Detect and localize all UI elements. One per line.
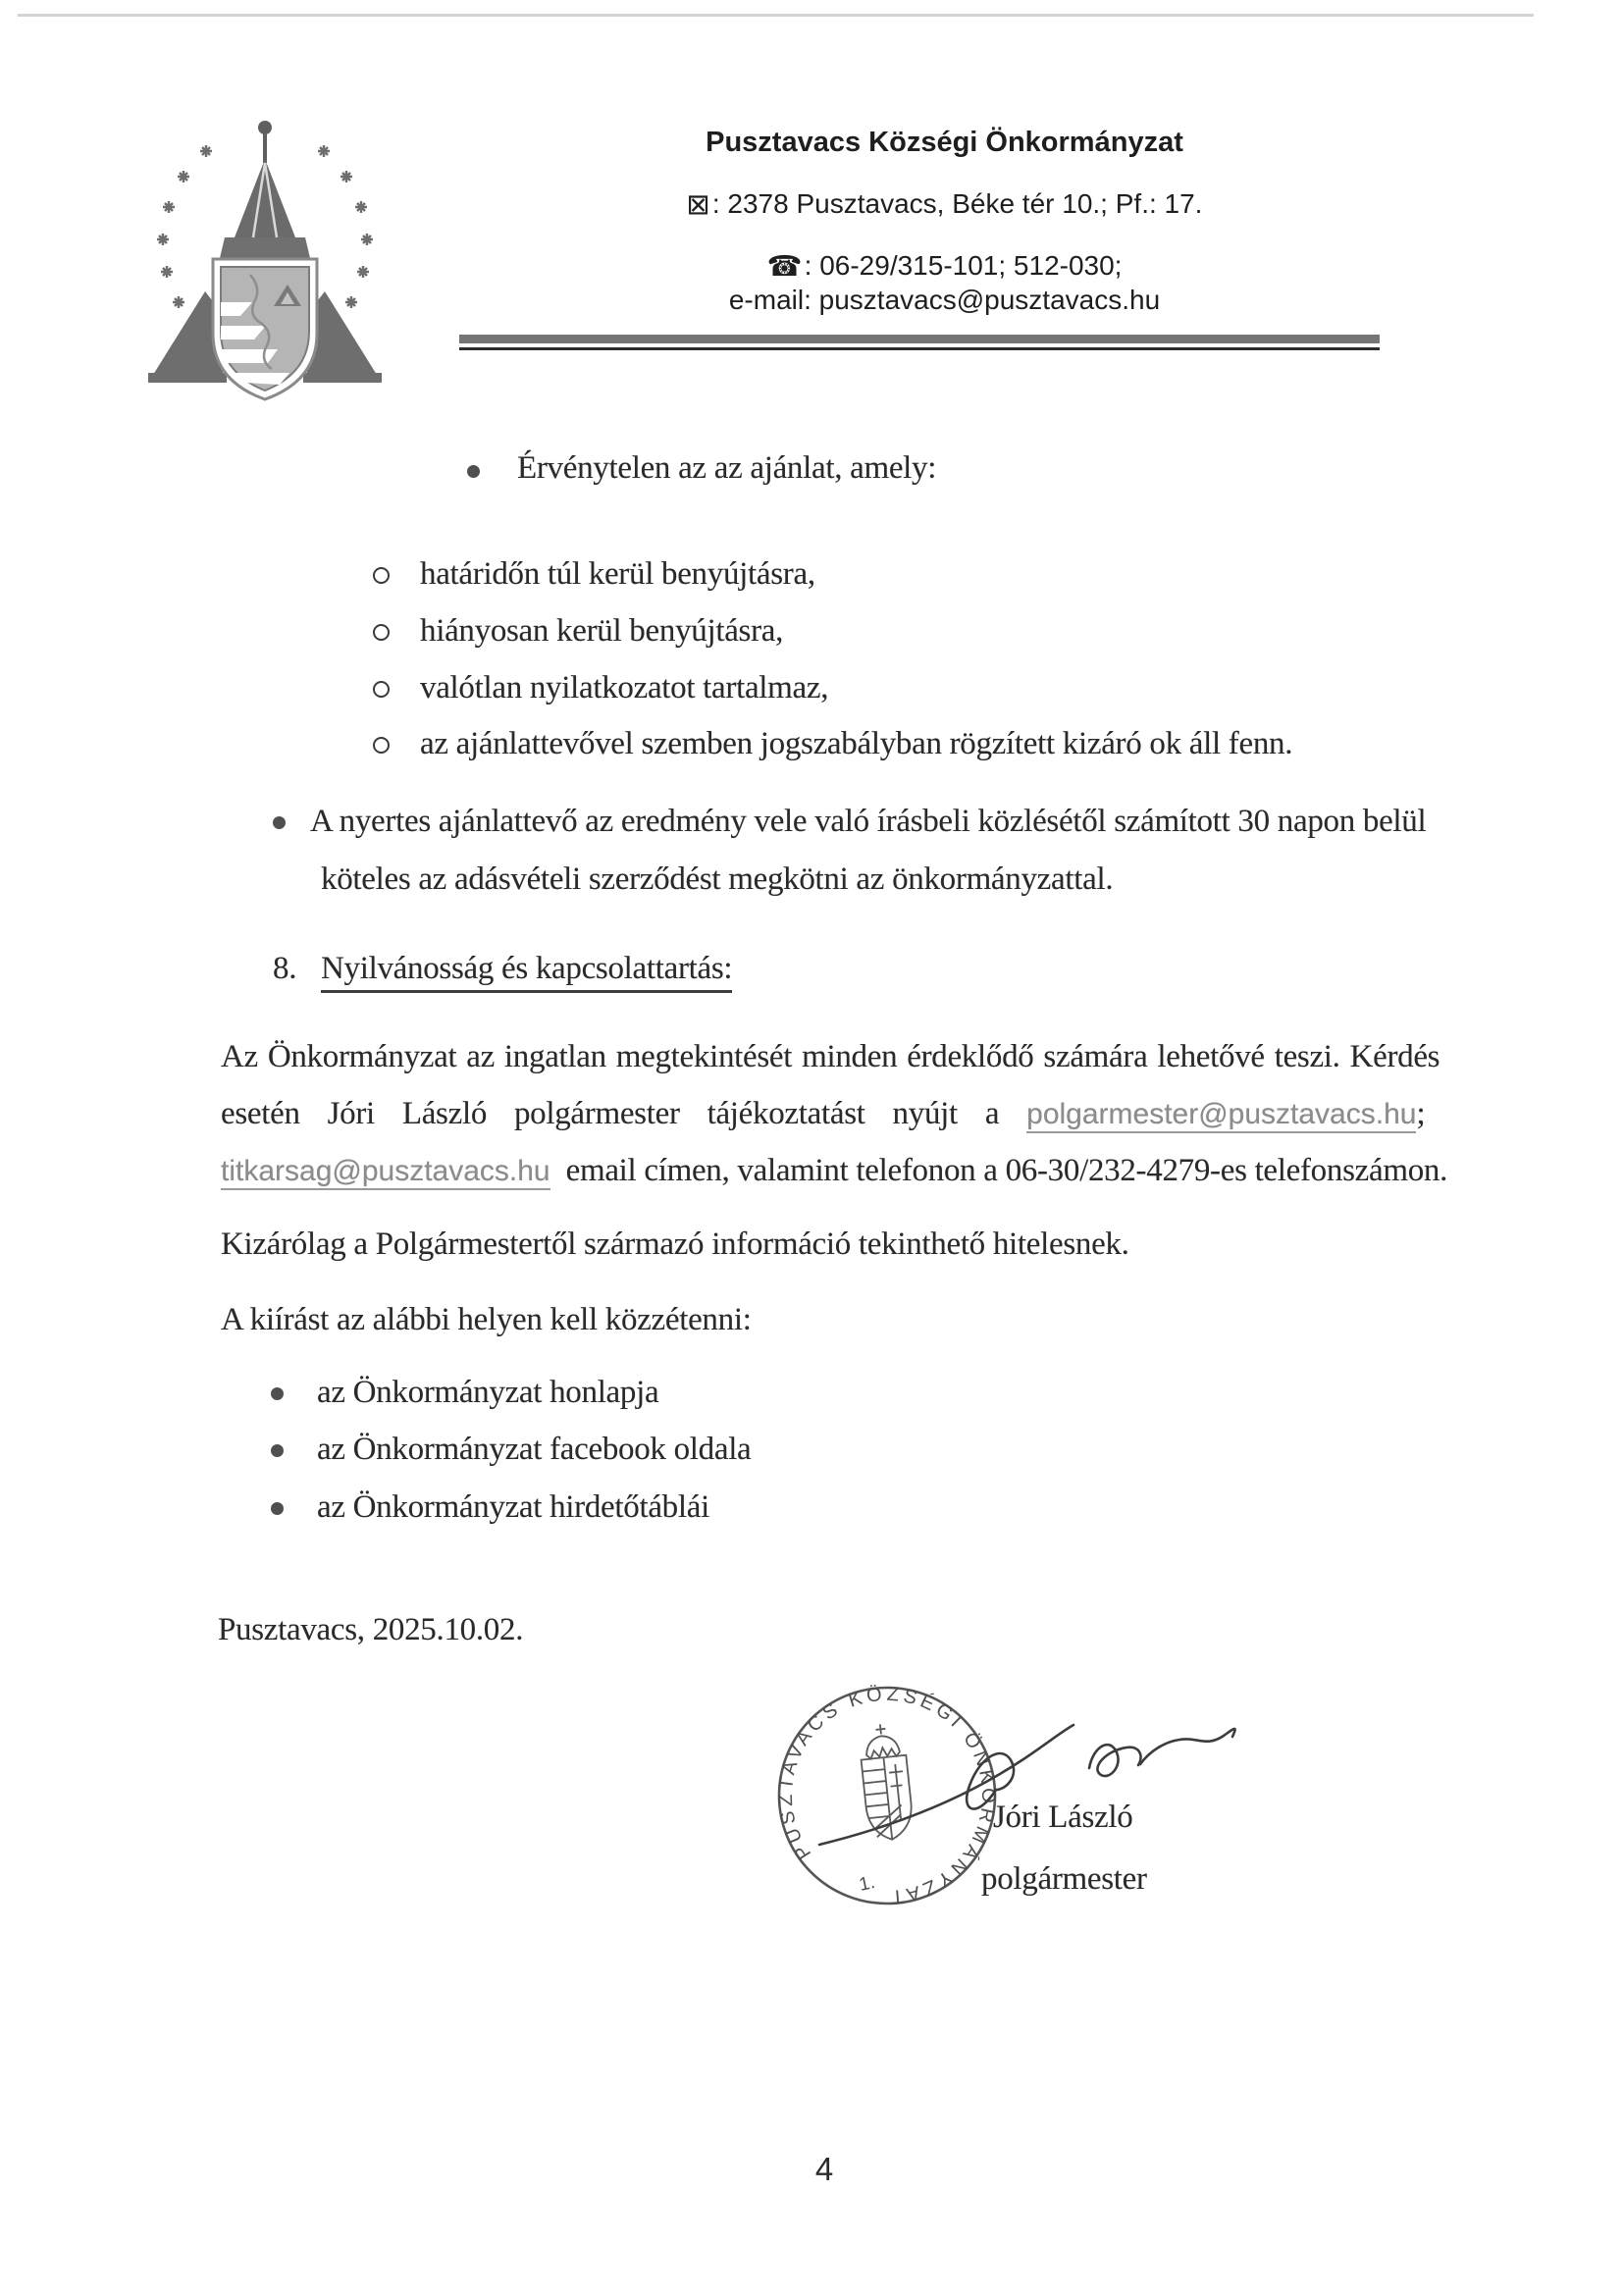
contact-line1: Az Önkormányzat az ingatlan megtekintését minden érdeklődő számára lehetővé teszi. Kérdés <box>221 1039 1440 1074</box>
address-text: : 2378 Pusztavacs, Béke tér 10.; Pf.: 17. <box>711 188 1203 219</box>
date-line: Pusztavacs, 2025.10.02. <box>218 1612 524 1647</box>
org-name: Pusztavacs Községi Önkormányzat <box>706 127 1183 158</box>
phone-text: : 06-29/315-101; 512-030; <box>804 250 1123 281</box>
contact-line2-text: esetén Jóri László polgármester tájékoztatást nyújt a <box>221 1096 1000 1131</box>
page-number: 4 <box>814 2151 834 2187</box>
section8-title: Nyilvánosság és kapcsolattartás: <box>321 951 732 993</box>
section8-heading <box>321 950 732 988</box>
contact-line2-end: ; <box>1416 1096 1426 1131</box>
logo-spire-orb <box>258 121 272 134</box>
contact-line2 <box>221 1095 1425 1133</box>
signatory-title: polgármester <box>981 1861 1147 1897</box>
municipality-coat-of-arms-logo <box>123 110 407 414</box>
titkarsag-email-link[interactable]: titkarsag@pusztavacs.hu <box>221 1155 550 1190</box>
bullet-icon <box>271 1502 284 1515</box>
section8-number: 8. <box>273 951 297 986</box>
bullet-icon <box>273 816 286 829</box>
winner-line1: A nyertes ajánlattevő az eredmény vele való írásbeli közlésétől számított 30 napon belül <box>310 804 1427 839</box>
bullet-icon <box>467 465 480 478</box>
contact-line3-text: email címen, valamint telefonon a 06-30/232-4279-es telefonszámon. <box>565 1153 1448 1188</box>
bullet-icon <box>271 1444 284 1457</box>
publication-item: az Önkormányzat honlapja <box>317 1375 659 1410</box>
phone-icon: ☎ <box>766 251 803 283</box>
stamp-number: 1. <box>857 1872 877 1896</box>
circle-bullet-icon <box>373 681 390 698</box>
publication-item: az Önkormányzat hirdetőtáblái <box>317 1489 709 1525</box>
authenticity-note: Kizárólag a Polgármestertől származó információ tekinthető hitelesnek. <box>221 1226 1129 1262</box>
envelope-icon: ⊠ <box>686 189 710 221</box>
header-email-line: e-mail: pusztavacs@pusztavacs.hu <box>728 285 1161 315</box>
invalid-offer-item: határidőn túl kerül benyújtásra, <box>420 556 815 592</box>
handwritten-signature <box>795 1696 1256 1862</box>
contact-line3 <box>221 1152 1447 1190</box>
header-divider <box>459 335 1380 350</box>
bullet-icon <box>271 1387 284 1400</box>
signatory-name: Jóri László <box>993 1800 1133 1835</box>
scan-artifact-line <box>18 14 1534 17</box>
publication-lead: A kiírást az alábbi helyen kell közzétenni: <box>221 1302 752 1337</box>
invalid-offer-item: valótlan nyilatkozatot tartalmaz, <box>420 670 829 705</box>
header-address-line <box>530 189 1359 219</box>
stamp-ring-text: PUSZTAVACS KÖZSÉGI ÖNKORMÁNYZAT <box>774 1683 1000 1908</box>
invalid-offer-item: hiányosan kerül benyújtásra, <box>420 613 784 649</box>
publication-item: az Önkormányzat facebook oldala <box>317 1432 752 1467</box>
invalid-offer-lead: Érvénytelen az az ajánlat, amely: <box>517 450 937 486</box>
header-phone-line <box>530 251 1359 281</box>
polgarmester-email-link[interactable]: polgarmester@pusztavacs.hu <box>1026 1098 1416 1133</box>
circle-bullet-icon <box>373 567 390 584</box>
winner-line2: köteles az adásvételi szerződést megkötni az önkormányzattal. <box>321 861 1114 897</box>
logo-spire-mast <box>263 133 267 163</box>
circle-bullet-icon <box>373 624 390 641</box>
invalid-offer-item: az ajánlattevővel szemben jogszabályban rögzített kizáró ok áll fenn. <box>420 726 1293 761</box>
circle-bullet-icon <box>373 737 390 754</box>
